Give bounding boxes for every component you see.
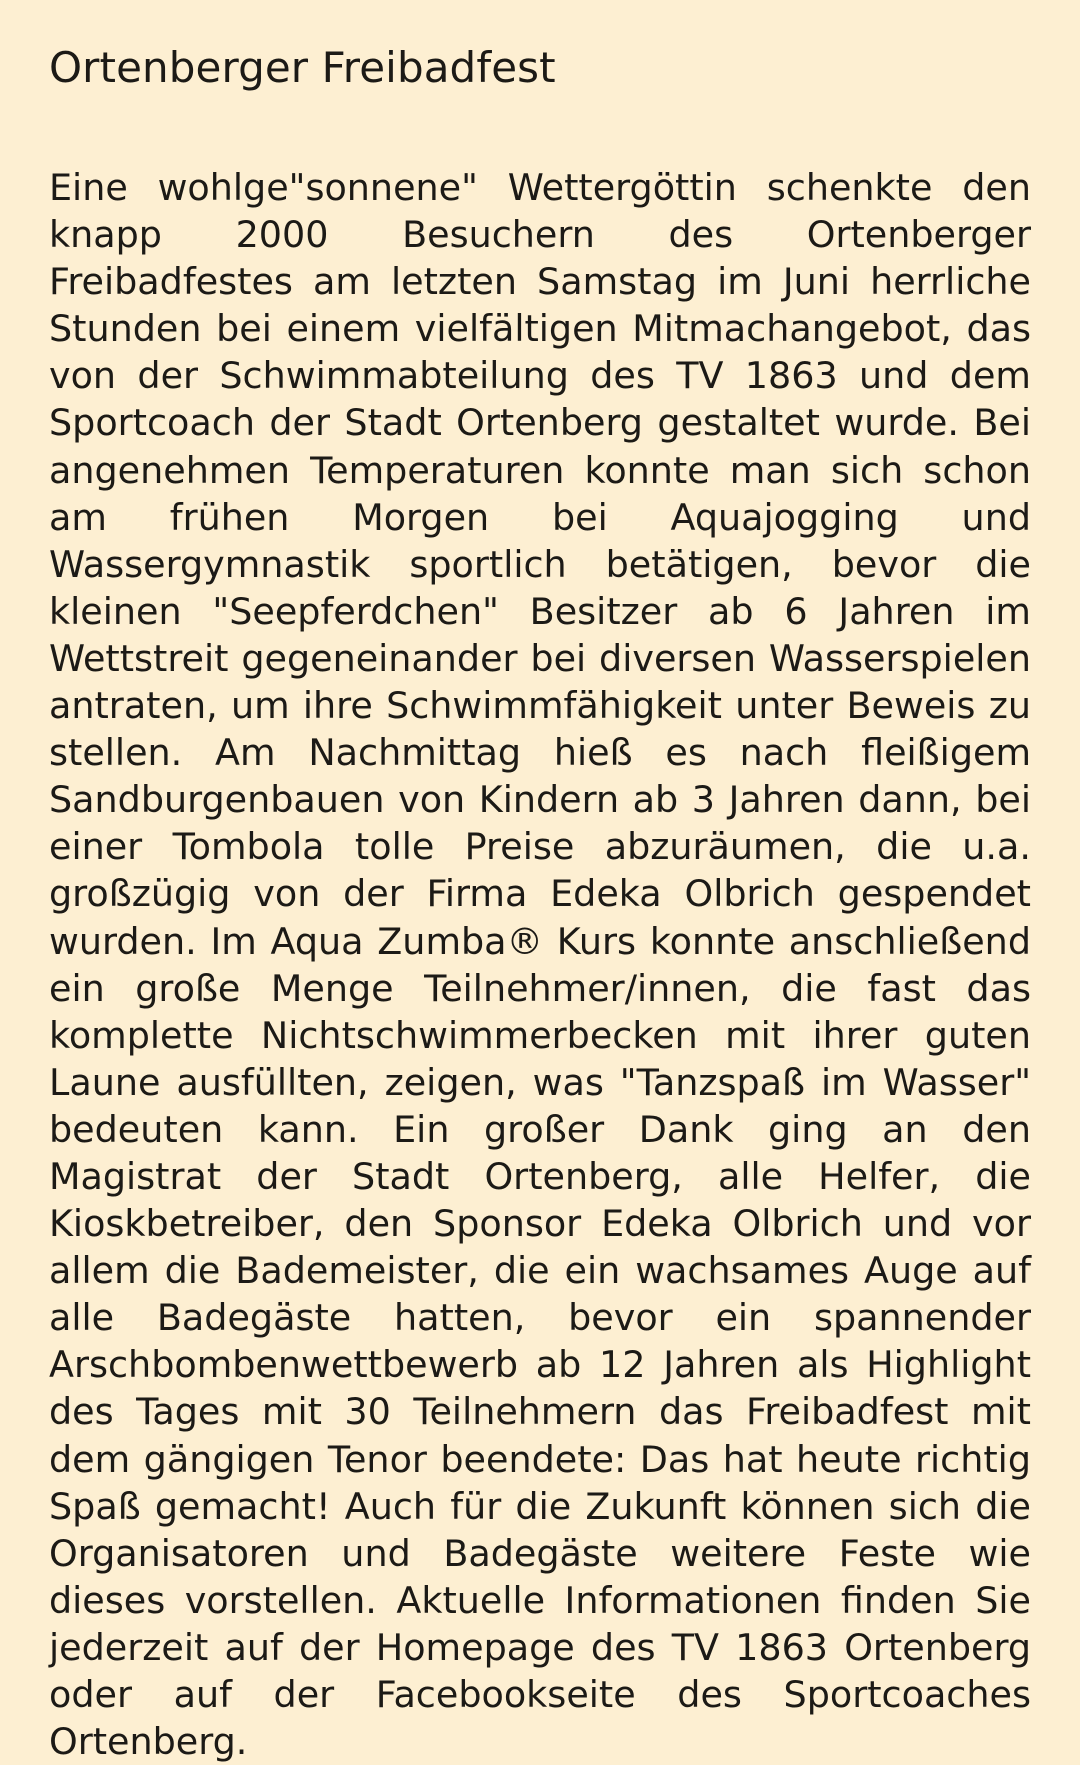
article-title: Ortenberger Freibadfest (49, 43, 556, 92)
article-body: Eine wohlge"sonnene" Wettergöttin schenkte den knapp 2000 Besuchern des Ortenberger Freibadfestes am letzten Samstag im Juni herrliche Stunden bei einem vielfältigen Mitmachangebot, das von der Schwimmabteilung des TV 1863 und dem Sportcoach der Stadt Ortenberg gestaltet wurde. Bei angenehmen Temperaturen konnte man sich schon am frühen Morgen bei Aquajogging und Wassergymnastik sportlich betätigen, bevor die kleinen "Seepferdchen" Besitzer ab 6 Jahren im Wettstreit gegeneinander bei diversen Wasserspielen antraten, um ihre Schwimmfähigkeit unter Beweis zu stellen. Am Nachmittag hieß es nach fleißigem Sandburgenbauen von Kindern ab 3 Jahren dann, bei einer Tombola tolle Preise abzuräumen, die u.a. großzügig von der Firma Edeka Olbrich gespendet wurden. Im Aqua Zumba® Kurs konnte anschließend ein große Menge Teilnehmer/innen, die fast das komplette Nichtschwimmerbecken mit ihrer guten Laune ausfüllten, zeigen, was "Tanzspaß im Wasser" bedeuten kann. Ein großer Dank ging an den Magistrat der Stadt Ortenberg, alle Helfer, die Kioskbetreiber, den Sponsor Edeka Olbrich und vor allem die Bademeister, die ein wachsames Auge auf alle Badegäste hatten, bevor ein spannender Arschbombenwettbewerb ab 12 Jahren als Highlight des Tages mit 30 Teilnehmern das Freibadfest mit dem gängigen Tenor beendete: Das hat heute richtig Spaß gemacht! Auch für die Zukunft können sich die Organisatoren und Badegäste weitere Feste wie dieses vorstellen. Aktuelle Informationen finden Sie jederzeit auf der Homepage des TV 1863 Ortenberg oder auf der Facebookseite des Sportcoaches Ortenberg. (49, 166, 1031, 1764)
article (49, 40, 1031, 1765)
